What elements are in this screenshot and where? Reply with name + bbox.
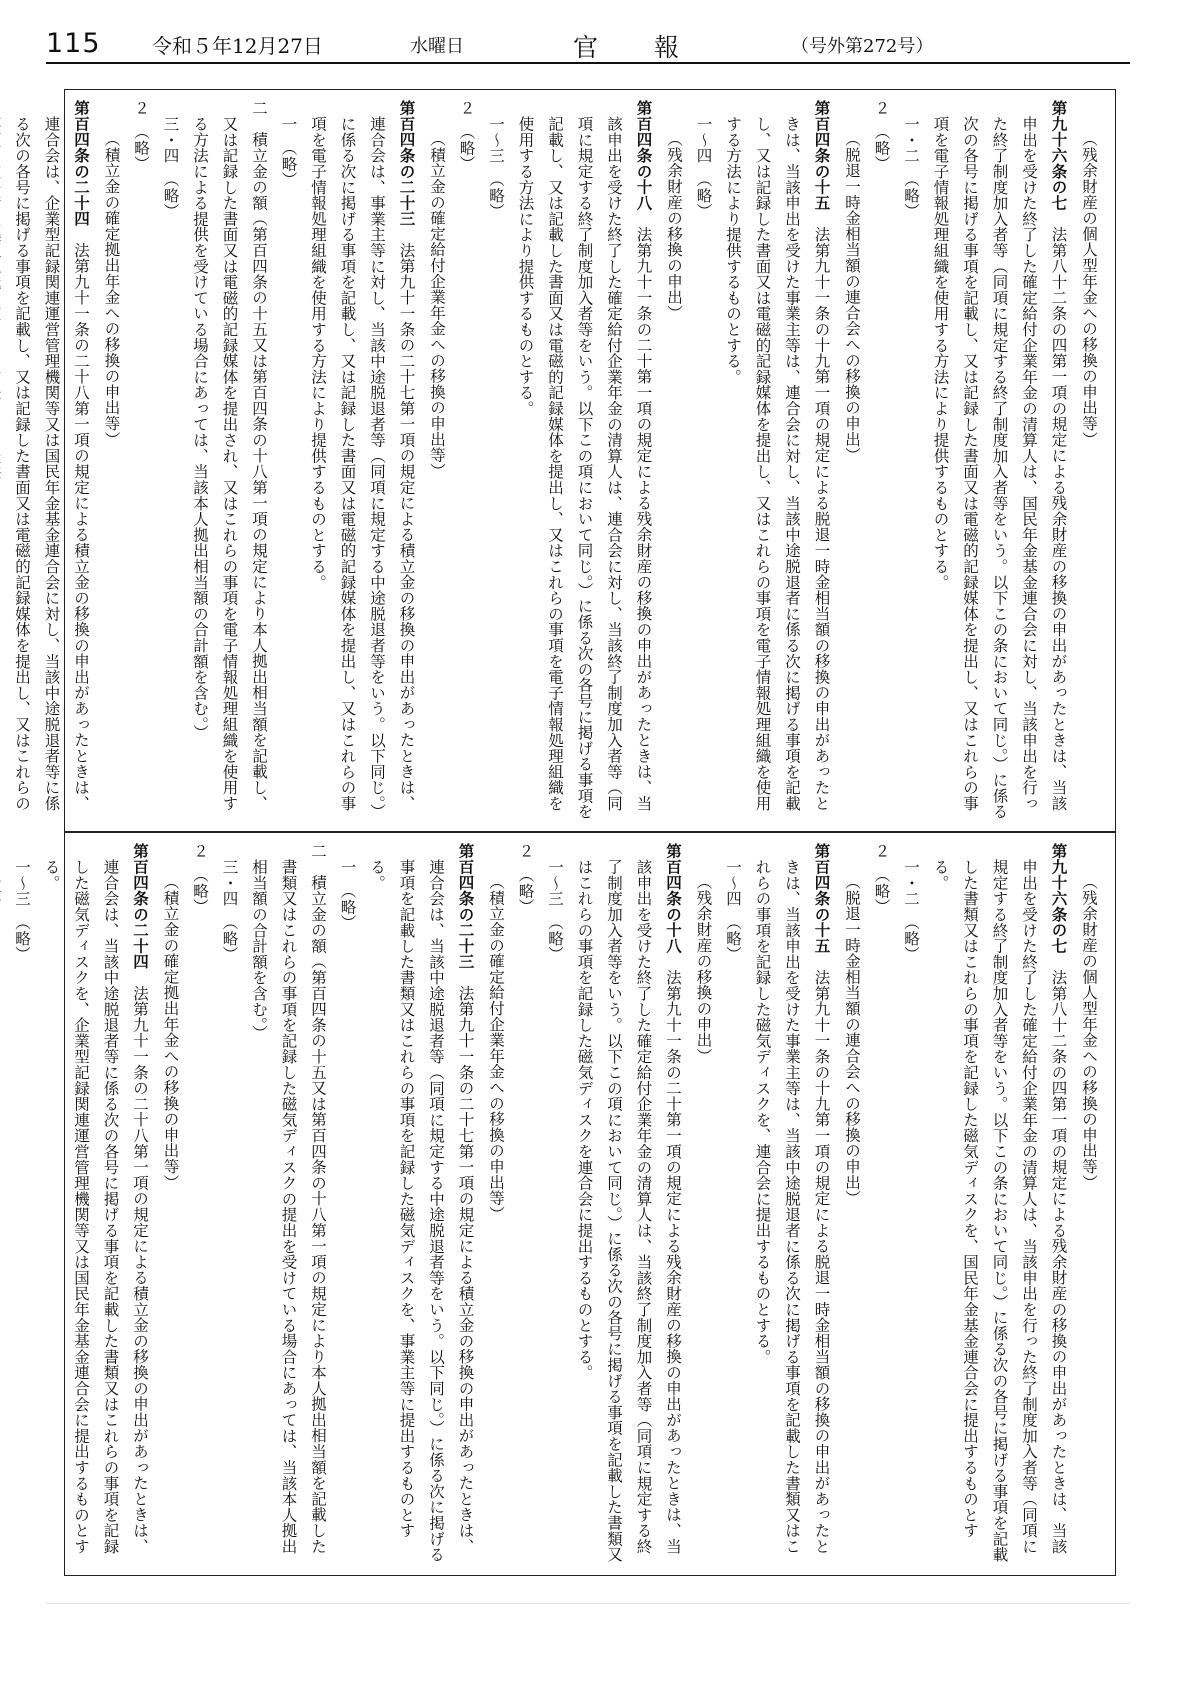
item-line: 二 積立金の額（第百四条の十五又は第百四条の十八第一項の規定により本人拠出相当額を記載し、又は記録した書面又は電磁的記録媒体を提出され、又はこれらの事項を電子情報処理組織を使用する方法による提供を受けている場合にあっては、当該本人拠出相当額の合計額を含む。）	[191, 100, 268, 811]
article-text: 第百四条の二十四 法第九十一条の二十八第一項の規定による積立金の移換の申出があったときは、連合会は、当該中途脱退者等に係る次の各号に掲げる事項を記載した書類又はこれらの事項を記録した磁気ディスクを、企業型記録関連運営管理機関等又は国民年金基金連合会に提出するものとする。	[42, 843, 150, 1555]
article-text: 第百四条の二十三 法第九十一条の二十七第一項の規定による積立金の移換の申出があったときは、連合会は、当該中途脱退者等（同項に規定する中途脱退者等をいう。以下同じ。）に係る次に掲げる事項を記載した書類又はこれらの事項を記録した磁気ディスクを、事業主等に提出するものとする。	[368, 843, 476, 1562]
article-text: 第九十六条の七 法第八十二条の四第一項の規定による残余財産の移換の申出があったときは、当該申出を受けた終了した確定給付企業年金の清算人は、当該申出を行った終了制度加入者等（同項に規定する終了制度加入者等をいう。以下この条において同じ。）に係る次の各号に掲げる事項を記載した書類又はこれらの事項を記録した磁気ディスクを、国民年金基金連合会に提出するものとする。	[931, 843, 1069, 1562]
item-line: 一・二 （略）	[902, 858, 920, 962]
item-line: 一・二 （略）	[902, 115, 920, 219]
article-caption: （積立金の確定給付企業年金への移換の申出等）	[487, 874, 505, 1222]
article-caption: （残余財産の移換の申出）	[665, 131, 683, 321]
article-caption: （脱退一時金相当額の連合会への移換の申出）	[843, 131, 861, 463]
paragraph-line: ２ （略）	[132, 100, 150, 172]
paragraph-line: ２ （略）	[872, 100, 891, 172]
paragraph-line: ２ （略）	[191, 843, 209, 915]
article-text: 第百四条の十五 法第九十一条の十九第一項の規定による脱退一時金相当額の移換の申出があったときは、当該申出を受けた事業主等は、当該中途脱退者に係る次に掲げる事項を記載した書類又はこれらの事項を記録した磁気ディスクを、連合会に提出するものとする。	[753, 843, 832, 1555]
issue-date: 令和５年12月27日	[152, 34, 323, 58]
item-line: 三・四 （略）	[161, 115, 180, 219]
paragraph-line: ２ （略）	[516, 843, 535, 915]
paragraph-line: ２ （略）	[872, 843, 891, 915]
paragraph-line	[0, 843, 7, 1567]
article-text: 第九十六条の七 法第八十二条の四第一項の規定による残余財産の移換の申出があったときは、当該申出を受けた終了した確定給付企業年金の清算人は、国民年金基金連合会に対し、当該申出を行った終了制度加入者等（同項に規定する終了制度加入者等をいう。以下この条において同じ。）に係る次の各号に掲げる事項を記載し、又は記録した書面又は電磁的記録媒体を提出し、又はこれらの事項を電子情報処理組織を使用する方法により提供するものとする。	[931, 100, 1069, 819]
current-text-panel	[13, 832, 1116, 1576]
article-caption: （積立金の確定拠出年金への移換の申出等）	[102, 131, 121, 447]
article-text: 第百四条の十五 法第九十一条の十九第一項の規定による脱退一時金相当額の移換の申出があったときは、当該申出を受けた事業主等は、連合会に対し、当該中途脱退者に係る次に掲げる事項を記載し、又は記録した書面又は電磁的記録媒体を提出し、又はこれらの事項を電子情報処理組織を使用する方法により提供するものとする。	[724, 100, 832, 812]
item-line: 一～三 （略）	[13, 858, 31, 962]
item-line: 一～三 （略）	[487, 115, 505, 219]
item-line: 一～三 （略）	[546, 858, 564, 962]
article-text: 第百四条の十八 法第九十一条の二十第一項の規定による残余財産の移換の申出があったときは、当該申出を受けた終了した確定給付企業年金の清算人は、連合会に対し、当該終了制度加入者等（同項に規定する終了制度加入者等をいう。以下この項において同じ。）に係る次の各号に掲げる事項を記載し、又は記載した書面又は電磁的記録媒体を提出し、又はこれらの事項を電子情報処理組織を使用する方法により提供するものとする。	[516, 100, 654, 819]
issue-number: （号外第272号）	[791, 36, 934, 57]
article-caption: （残余財産の個人型年金への移換の申出等）	[1080, 874, 1098, 1190]
article-caption: （残余財産の個人型年金への移換の申出等）	[1080, 131, 1098, 447]
page-number: 115	[46, 28, 101, 59]
paragraph-line: ２ （略）	[457, 100, 476, 172]
article-caption: （積立金の確定拠出年金への移換の申出等）	[161, 874, 180, 1190]
article-caption: （積立金の確定給付企業年金への移換の申出等）	[428, 131, 446, 479]
item-line: 一 （略）	[338, 858, 357, 930]
revised-text-body	[0, 100, 1103, 823]
page-header	[46, 22, 1130, 64]
item-line: 二 積立金の額（第百四条の十五又は第百四条の十八第一項の規定により本人拠出相当額を記載した書類又はこれらの事項を記録した磁気ディスクの提出を受けている場合にあっては、当該本人拠出相当額の合計額を含む。）	[250, 843, 327, 1554]
article-caption: （脱退一時金相当額の連合会への移換の申出）	[843, 874, 861, 1206]
current-text-body	[0, 843, 1103, 1567]
article-caption: （残余財産の移換の申出）	[694, 874, 713, 1064]
article-text: 第百四条の十八 法第九十一条の二十第一項の規定による残余財産の移換の申出があったときは、当該申出を受けた終了した確定給付企業年金の清算人は、当該終了制度加入者等（同項に規定する終了制度加入者等をいう。以下この項において同じ。）に係る次の各号に掲げる事項を記載した書類又はこれらの事項を記録した磁気ディスクを連合会に提出するものとする。	[575, 843, 683, 1562]
item-line: 一～四 （略）	[724, 858, 742, 962]
item-line: 一 （略）	[279, 115, 298, 187]
item-line: 三・四 （略）	[220, 858, 239, 962]
article-text: 第百四条の二十四 法第九十一条の二十八第一項の規定による積立金の移換の申出があったときは、連合会は、企業型記録関連運営管理機関等又は国民年金基金連合会に対し、当該中途脱退者等に係る次の各号に掲げる事項を記載し、又は記録した書面又は電磁的記録媒体を提出し、又はこれらの	[13, 100, 91, 812]
revised-text-panel	[13, 89, 1116, 832]
gazette-name: 官報	[573, 33, 736, 62]
article-text: 第百四条の二十三 法第九十一条の二十七第一項の規定による積立金の移換の申出があったときは、連合会は、事業主等に対し、当該中途脱退者等（同項に規定する中途脱退者等をいう。以下同じ。）に係る次に掲げる事項を記載し、又は記録した書面又は電磁的記録媒体を提出し、又はこれらの事項を電子情報処理組織を使用する方法により提供するものとする。	[309, 100, 417, 819]
footer-divider	[46, 1603, 1130, 1604]
weekday: 水曜日	[410, 36, 464, 57]
item-line: 一～四 （略）	[694, 115, 713, 219]
